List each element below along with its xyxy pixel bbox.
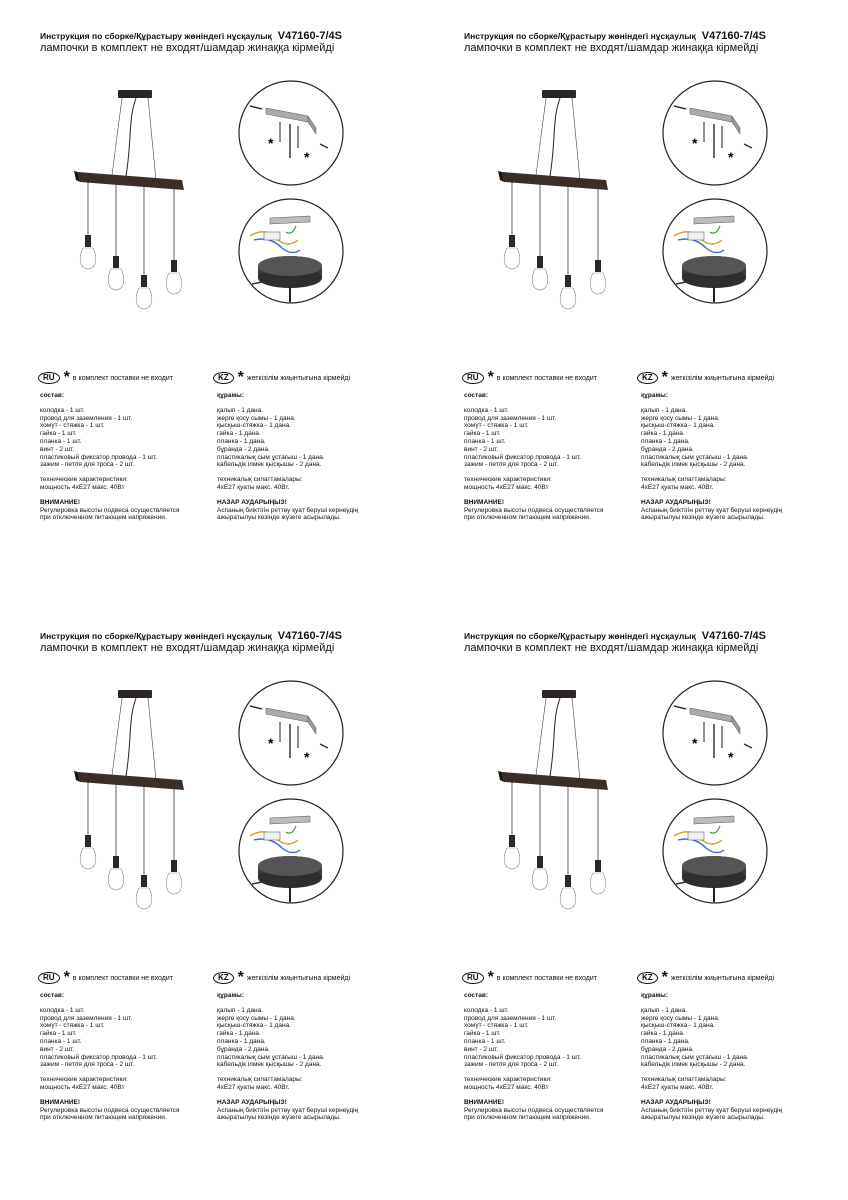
mounting-bracket-detail xyxy=(660,78,770,188)
kz-item: жерге қосу сымы - 1 дана. xyxy=(217,414,296,422)
kz-item: пластикалық сым ұстағыш - 1 дана. xyxy=(217,1053,325,1061)
kz-badge: KZ xyxy=(213,372,234,384)
ru-specs: мощность 4хЕ27 макс. 40Вт xyxy=(464,483,549,491)
ru-specs-heading: технические характеристики: xyxy=(40,476,128,484)
power-cord xyxy=(126,98,136,176)
ru-header xyxy=(462,969,597,986)
bulb-1 xyxy=(80,180,96,269)
ru-item: провод для заземления - 1 шт. xyxy=(464,414,557,422)
kz-warning-heading: НАЗАР АУДАРЫҢЫЗ! xyxy=(217,498,287,506)
kz-specs-heading: техникалық сипаттамалары: xyxy=(641,476,727,484)
ru-warning-heading: ВНИМАНИЕ! xyxy=(464,498,505,506)
bulb-3 xyxy=(560,186,576,309)
ru-badge: RU xyxy=(38,972,60,984)
ru-item: колодка - 1 шт. xyxy=(40,406,85,414)
instruction-title: Инструкция по сборке/Құрастыру жөніндегі нұсқаулық V47160-7/4S xyxy=(464,630,766,642)
kz-item: қалып - 1 дана. xyxy=(641,1006,688,1014)
kz-specs: 4хЕ27 қуаты макс. 40Вт. xyxy=(641,483,714,491)
ru-badge: RU xyxy=(38,372,60,384)
bulb-2 xyxy=(532,783,548,890)
not-included-marker: * xyxy=(692,135,698,151)
instruction-panel-top-right xyxy=(424,0,848,600)
ru-warning-line: при отключенном питающем напряжении. xyxy=(40,1114,167,1122)
terminal-block xyxy=(264,232,280,240)
bulb-1 xyxy=(80,780,96,869)
ru-column xyxy=(464,392,603,522)
ru-item: колодка - 1 шт. xyxy=(40,1006,85,1014)
canopy-wiring-detail xyxy=(660,196,770,306)
model-number: V47160-7/4S xyxy=(277,630,342,642)
suspension-cable xyxy=(572,698,580,780)
kz-warning-line: ажыратылуы кезінде жүзеге асырылады. xyxy=(641,1114,765,1122)
kz-warning-line: ажыратылуы кезінде жүзеге асырылады. xyxy=(217,514,341,522)
ru-column xyxy=(40,392,179,522)
kz-item: қалып - 1 дана. xyxy=(217,406,264,414)
ru-warning-line: Регулировка высоты подвеса осуществляется xyxy=(40,1106,180,1114)
suspension-cable xyxy=(148,698,156,780)
ru-item: гайка - 1 шт. xyxy=(40,1030,77,1038)
ru-item: зажим - петля для троса - 2 шт. xyxy=(40,461,135,469)
kz-composition-heading: құрамы: xyxy=(217,992,244,999)
ru-item: планка - 1 шт. xyxy=(40,437,82,445)
mounting-bracket-detail xyxy=(236,678,346,788)
ru-item: гайка - 1 шт. xyxy=(464,1030,501,1038)
ru-header xyxy=(38,369,173,386)
ru-item: хомут - стяжка - 1 шт. xyxy=(40,1022,105,1030)
kz-composition-heading: құрамы: xyxy=(217,392,244,399)
ru-item: хомут - стяжка - 1 шт. xyxy=(464,422,529,430)
ru-item: хомут - стяжка - 1 шт. xyxy=(464,1022,529,1030)
ru-badge: RU xyxy=(462,372,484,384)
bulbs-note: лампочки в комплект не входят/шамдар жинаққа кірмейді xyxy=(464,642,759,654)
kz-warning-line: Аспаның биіктігін реттеу қуат беруші кернеудің xyxy=(641,1106,783,1114)
kz-column xyxy=(217,992,358,1122)
instruction-title: Инструкция по сборке/Құрастыру жөніндегі нұсқаулық V47160-7/4S xyxy=(40,30,342,42)
bulb-4 xyxy=(590,788,606,894)
kz-header xyxy=(637,969,775,986)
instruction-title: Инструкция по сборке/Құрастыру жөніндегі нұсқаулық V47160-7/4S xyxy=(464,30,766,42)
bulb-1 xyxy=(504,180,520,269)
ru-item: винт - 2 шт. xyxy=(40,1045,75,1053)
ru-item: зажим - петля для троса - 2 шт. xyxy=(464,461,559,469)
kz-badge: KZ xyxy=(213,972,234,984)
ru-item: планка - 1 шт. xyxy=(40,1037,82,1045)
kz-item: қысқыш-стяжка - 1 дана. xyxy=(641,1022,715,1030)
not-included-marker: * xyxy=(728,149,734,165)
kz-column xyxy=(217,392,358,522)
wooden-beam xyxy=(502,772,608,790)
kz-item: гайка - 1 дана. xyxy=(641,430,685,438)
ru-warning-line: при отключенном питающем напряжении. xyxy=(464,514,591,522)
bulbs-note: лампочки в комплект не входят/шамдар жинаққа кірмейді xyxy=(40,642,335,654)
ru-composition-heading: состав: xyxy=(464,392,489,399)
model-number: V47160-7/4S xyxy=(701,630,766,642)
ru-header xyxy=(462,369,597,386)
kz-specs-heading: техникалық сипаттамалары: xyxy=(217,1076,303,1084)
suspension-cable xyxy=(536,98,546,175)
ru-warning-line: Регулировка высоты подвеса осуществляется xyxy=(464,1106,604,1114)
kz-item: гайка - 1 дана. xyxy=(641,1030,685,1038)
bulb-3 xyxy=(136,786,152,909)
kz-item: кабельдік ілмек қысқышы - 2 дана. xyxy=(641,461,746,469)
ru-composition-heading: состав: xyxy=(464,992,489,999)
ru-warning-line: при отключенном питающем напряжении. xyxy=(40,514,167,522)
kz-specs: 4хЕ27 қуаты макс. 40Вт. xyxy=(217,483,290,491)
terminal-block xyxy=(688,832,704,840)
kz-badge: KZ xyxy=(637,372,658,384)
kz-item: кабельдік ілмек қысқышы - 2 дана. xyxy=(217,461,322,469)
ru-warning-heading: ВНИМАНИЕ! xyxy=(40,1098,81,1106)
canopy-wiring-detail xyxy=(660,796,770,906)
kz-warning-line: ажыратылуы кезінде жүзеге асырылады. xyxy=(641,514,765,522)
ru-item: пластиковый фиксатор провода - 1 шт. xyxy=(464,1053,581,1061)
suspension-cable xyxy=(112,698,122,775)
not-included-marker: * xyxy=(728,749,734,765)
asterisk-icon: * xyxy=(487,969,494,986)
kz-item: қалып - 1 дана. xyxy=(641,406,688,414)
kz-warning-line: Аспаның биіктігін реттеу қуат беруші кернеудің xyxy=(217,506,359,514)
kz-specs-heading: техникалық сипаттамалары: xyxy=(641,1076,727,1084)
kz-column xyxy=(641,392,782,522)
kz-warning-line: ажыратылуы кезінде жүзеге асырылады. xyxy=(217,1114,341,1122)
kz-warning-line: Аспаның биіктігін реттеу қуат беруші кернеудің xyxy=(217,1106,359,1114)
ru-item: планка - 1 шт. xyxy=(464,1037,506,1045)
asterisk-icon: * xyxy=(237,969,244,986)
bulb-1 xyxy=(504,780,520,869)
wooden-beam xyxy=(78,772,184,790)
asterisk-icon: * xyxy=(63,969,70,986)
ceiling-canopy xyxy=(542,690,576,698)
model-number: V47160-7/4S xyxy=(701,30,766,42)
bulbs-note: лампочки в комплект не входят/шамдар жинаққа кірмейді xyxy=(40,42,335,54)
ru-specs: мощность 4хЕ27 макс. 40Вт xyxy=(40,483,125,491)
terminal-block xyxy=(688,232,704,240)
asterisk-icon: * xyxy=(661,969,668,986)
not-included-marker: * xyxy=(692,735,698,751)
ru-specs: мощность 4хЕ27 макс. 40Вт xyxy=(40,1083,125,1091)
ru-item: провод для заземления - 1 шт. xyxy=(40,414,133,422)
ru-warning-line: при отключенном питающем напряжении. xyxy=(464,1114,591,1122)
kz-item: бұранда - 2 дана. xyxy=(217,1045,270,1053)
kz-composition-heading: құрамы: xyxy=(641,992,668,999)
asterisk-icon: * xyxy=(237,369,244,386)
ru-item: пластиковый фиксатор провода - 1 шт. xyxy=(464,453,581,461)
kz-header xyxy=(213,969,351,986)
kz-header xyxy=(637,369,775,386)
ru-item: зажим - петля для троса - 2 шт. xyxy=(40,1061,135,1069)
ceiling-canopy xyxy=(118,90,152,98)
instruction-panel-bottom-left xyxy=(0,600,424,1200)
kz-item: қысқыш-стяжка - 1 дана. xyxy=(217,422,291,430)
asterisk-icon: * xyxy=(487,369,494,386)
power-cord xyxy=(550,698,560,776)
ru-item: винт - 2 шт. xyxy=(464,1045,499,1053)
ru-item: гайка - 1 шт. xyxy=(464,430,501,438)
ru-warning-heading: ВНИМАНИЕ! xyxy=(40,498,81,506)
not-included-marker: * xyxy=(304,149,310,165)
kz-item: қалып - 1 дана. xyxy=(217,1006,264,1014)
suspension-cable xyxy=(148,98,156,180)
mounting-bracket-detail xyxy=(660,678,770,788)
ru-badge: RU xyxy=(462,972,484,984)
kz-warning-heading: НАЗАР АУДАРЫҢЫЗ! xyxy=(641,498,711,506)
pendant-lamp-illustration xyxy=(70,80,210,320)
not-included-marker: * xyxy=(304,749,310,765)
kz-item: гайка - 1 дана. xyxy=(217,1030,261,1038)
kz-item: бұранда - 2 дана. xyxy=(217,445,270,453)
kz-item: пластикалық сым ұстағыш - 1 дана. xyxy=(641,1053,749,1061)
ru-not-included-note: в комплект поставки не входит xyxy=(72,374,173,382)
kz-specs: 4хЕ27 қуаты макс. 40Вт. xyxy=(217,1083,290,1091)
kz-item: бұранда - 2 дана. xyxy=(641,445,694,453)
suspension-cable xyxy=(536,698,546,775)
kz-item: планка - 1 дана. xyxy=(641,437,690,445)
kz-not-included-note: жеткізілім жиынтығына кірмейді xyxy=(670,974,775,982)
ru-item: винт - 2 шт. xyxy=(464,445,499,453)
kz-specs-heading: техникалық сипаттамалары: xyxy=(217,476,303,484)
not-included-marker: * xyxy=(268,135,274,151)
ru-warning-line: Регулировка высоты подвеса осуществляется xyxy=(464,506,604,514)
wooden-beam xyxy=(502,172,608,190)
ru-specs-heading: технические характеристики: xyxy=(464,1076,552,1084)
kz-not-included-note: жеткізілім жиынтығына кірмейді xyxy=(246,974,351,982)
ru-item: пластиковый фиксатор провода - 1 шт. xyxy=(40,453,157,461)
suspension-cable xyxy=(572,98,580,180)
suspension-cable xyxy=(112,98,122,175)
ru-item: планка - 1 шт. xyxy=(464,437,506,445)
ru-item: зажим - петля для троса - 2 шт. xyxy=(464,1061,559,1069)
kz-item: пластикалық сым ұстағыш - 1 дана. xyxy=(641,453,749,461)
canopy-wiring-detail xyxy=(236,196,346,306)
model-number: V47160-7/4S xyxy=(277,30,342,42)
bulb-3 xyxy=(136,186,152,309)
wooden-beam xyxy=(78,172,184,190)
ru-item: колодка - 1 шт. xyxy=(464,406,509,414)
kz-item: жерге қосу сымы - 1 дана. xyxy=(641,414,720,422)
bulb-3 xyxy=(560,786,576,909)
kz-not-included-note: жеткізілім жиынтығына кірмейді xyxy=(670,374,775,382)
ceiling-canopy xyxy=(118,690,152,698)
ru-item: провод для заземления - 1 шт. xyxy=(464,1014,557,1022)
ru-column xyxy=(40,992,179,1122)
ru-item: провод для заземления - 1 шт. xyxy=(40,1014,133,1022)
kz-item: пластикалық сым ұстағыш - 1 дана. xyxy=(217,453,325,461)
pendant-lamp-illustration xyxy=(494,680,634,920)
instruction-title: Инструкция по сборке/Құрастыру жөніндегі нұсқаулық V47160-7/4S xyxy=(40,630,342,642)
ru-not-included-note: в комплект поставки не входит xyxy=(496,374,597,382)
kz-not-included-note: жеткізілім жиынтығына кірмейді xyxy=(246,374,351,382)
ru-column xyxy=(464,992,603,1122)
ru-not-included-note: в комплект поставки не входит xyxy=(496,974,597,982)
bulb-2 xyxy=(108,183,124,290)
pendant-lamp-illustration xyxy=(70,680,210,920)
kz-item: қысқыш-стяжка - 1 дана. xyxy=(641,422,715,430)
bulb-2 xyxy=(532,183,548,290)
kz-item: кабельдік ілмек қысқышы - 2 дана. xyxy=(217,1061,322,1069)
kz-item: планка - 1 дана. xyxy=(217,1037,266,1045)
kz-warning-heading: НАЗАР АУДАРЫҢЫЗ! xyxy=(641,1098,711,1106)
kz-composition-heading: құрамы: xyxy=(641,392,668,399)
ru-warning-heading: ВНИМАНИЕ! xyxy=(464,1098,505,1106)
instruction-panel-bottom-right xyxy=(424,600,848,1200)
kz-item: планка - 1 дана. xyxy=(217,437,266,445)
kz-warning-heading: НАЗАР АУДАРЫҢЫЗ! xyxy=(217,1098,287,1106)
ceiling-canopy xyxy=(542,90,576,98)
instruction-panel-top-left xyxy=(0,0,424,600)
ru-item: пластиковый фиксатор провода - 1 шт. xyxy=(40,1053,157,1061)
asterisk-icon: * xyxy=(661,369,668,386)
kz-specs: 4хЕ27 қуаты макс. 40Вт. xyxy=(641,1083,714,1091)
ru-item: гайка - 1 шт. xyxy=(40,430,77,438)
kz-item: жерге қосу сымы - 1 дана. xyxy=(641,1014,720,1022)
ru-item: колодка - 1 шт. xyxy=(464,1006,509,1014)
power-cord xyxy=(126,698,136,776)
bulb-2 xyxy=(108,783,124,890)
bulb-4 xyxy=(166,788,182,894)
kz-warning-line: Аспаның биіктігін реттеу қуат беруші кернеудің xyxy=(641,506,783,514)
ru-item: винт - 2 шт. xyxy=(40,445,75,453)
kz-item: жерге қосу сымы - 1 дана. xyxy=(217,1014,296,1022)
bulbs-note: лампочки в комплект не входят/шамдар жинаққа кірмейді xyxy=(464,42,759,54)
bulb-4 xyxy=(590,188,606,294)
mounting-bracket-detail xyxy=(236,78,346,188)
kz-item: кабельдік ілмек қысқышы - 2 дана. xyxy=(641,1061,746,1069)
ru-specs-heading: технические характеристики: xyxy=(40,1076,128,1084)
terminal-block xyxy=(264,832,280,840)
ru-specs-heading: технические характеристики: xyxy=(464,476,552,484)
kz-item: планка - 1 дана. xyxy=(641,1037,690,1045)
ru-header xyxy=(38,969,173,986)
kz-badge: KZ xyxy=(637,972,658,984)
ru-item: хомут - стяжка - 1 шт. xyxy=(40,422,105,430)
kz-header xyxy=(213,369,351,386)
not-included-marker: * xyxy=(268,735,274,751)
ru-warning-line: Регулировка высоты подвеса осуществляется xyxy=(40,506,180,514)
pendant-lamp-illustration xyxy=(494,80,634,320)
canopy-wiring-detail xyxy=(236,796,346,906)
ru-not-included-note: в комплект поставки не входит xyxy=(72,974,173,982)
bulb-4 xyxy=(166,188,182,294)
ru-specs: мощность 4хЕ27 макс. 40Вт xyxy=(464,1083,549,1091)
kz-column xyxy=(641,992,782,1122)
power-cord xyxy=(550,98,560,176)
kz-item: қысқыш-стяжка - 1 дана. xyxy=(217,1022,291,1030)
ru-composition-heading: состав: xyxy=(40,392,65,399)
kz-item: гайка - 1 дана. xyxy=(217,430,261,438)
kz-item: бұранда - 2 дана. xyxy=(641,1045,694,1053)
asterisk-icon: * xyxy=(63,369,70,386)
ru-composition-heading: состав: xyxy=(40,992,65,999)
